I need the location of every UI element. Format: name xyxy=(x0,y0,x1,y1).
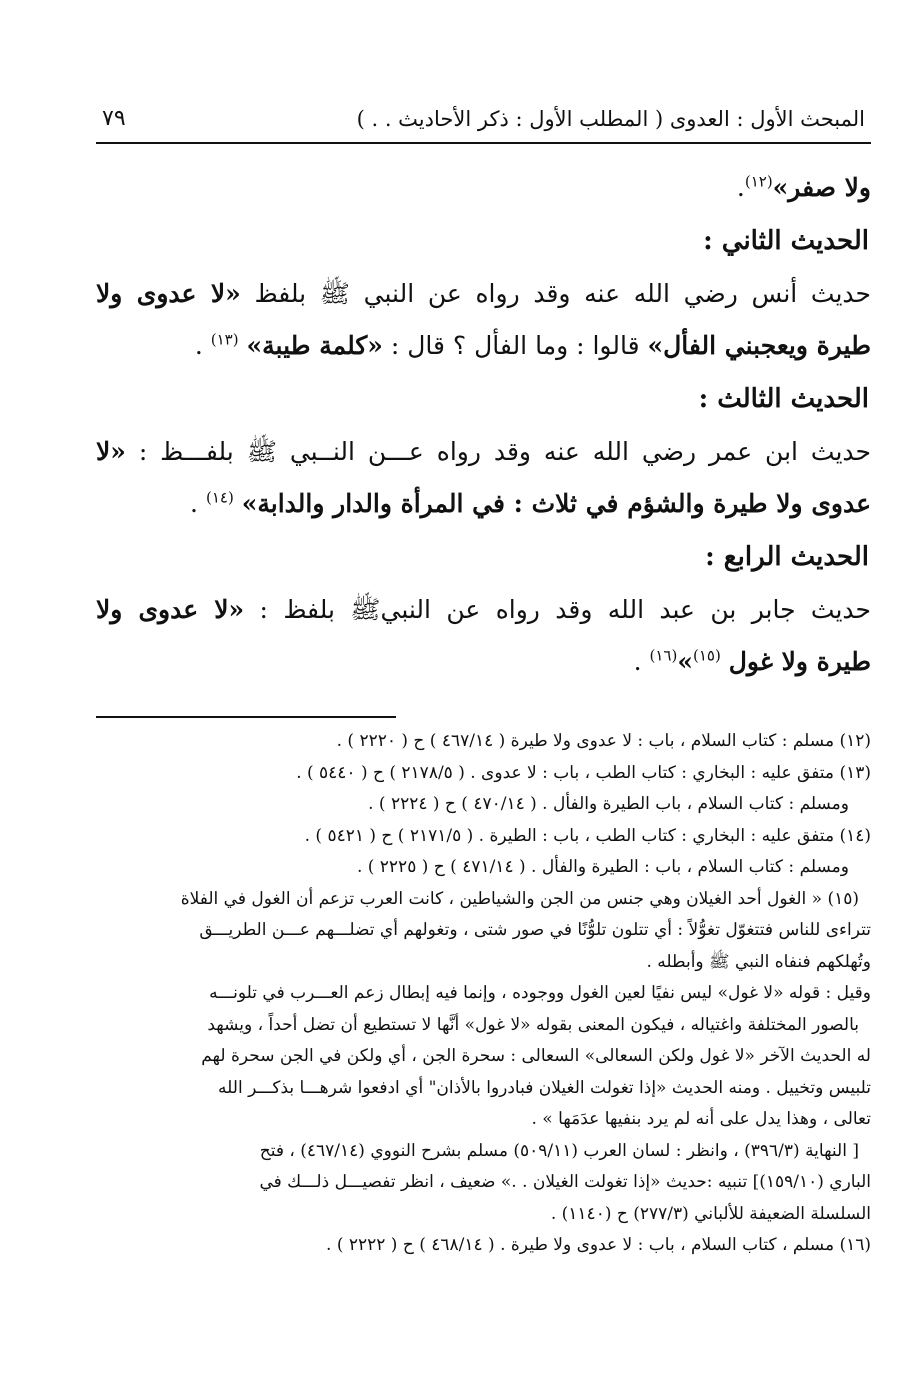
running-header-title: المبحث الأول : العدوى ( المطلب الأول : ذكر الأحاديث . . ) xyxy=(356,107,865,131)
footnote-line: السلسلة الضعيفة للألباني (٢٧٧/٣) ح (١١٤٠) . xyxy=(550,1203,871,1224)
footnotes xyxy=(96,726,871,1262)
hadith-3-line-2 xyxy=(96,478,871,530)
line-end: . xyxy=(633,647,642,676)
footnote-ref-13: (١٣) xyxy=(210,330,239,349)
footnote-line: [ النهاية (٣٩٦/٣) ، وانظر : لسان العرب (٥٠٩/١١) مسلم بشرح النووي (٤٦٧/١٤) ، فتح xyxy=(259,1140,859,1161)
footnote-line: له الحديث الآخر «لا غول ولكن السعالى» السعالى : سحرة الجن ، أي ولكن في الجن سحرة لهم xyxy=(201,1046,871,1066)
footnote-ref-16: (١٦) xyxy=(649,646,678,665)
footnote-line: (١٤) متفق عليه : البخاري : كتاب الطب ، باب : الطيرة . ( ٢١٧١/٥ ) ح ( ٥٤٢١ ) . xyxy=(304,825,871,846)
heading-hadith-2: الحديث الثاني : xyxy=(703,226,869,256)
quote-close: » xyxy=(677,647,693,676)
hadith-4-text: حديث جابر بن عبد الله وقد رواه عن النبيﷺ بلفظ : xyxy=(259,595,871,624)
text-line-continuation xyxy=(96,162,871,214)
hadith-2-line-2 xyxy=(96,320,871,372)
hadith-2-text-cont: قالوا : وما الفأل ؟ قال : xyxy=(390,331,640,360)
hadith-3-text: حديث ابن عمر رضي الله عنه وقد رواه عـــن النــبي ﷺ بلفـــظ : xyxy=(138,437,871,466)
hadith-3-line-1 xyxy=(96,426,871,478)
footnote-line: (١٥) « الغول أحد الغيلان وهي جنس من الجن والشياطين ، كانت العرب تزعم أن الغول في الفلاة xyxy=(180,888,859,909)
hadith-quote: ولا صفر» xyxy=(772,173,871,202)
line-end: . xyxy=(190,489,198,518)
line-end: . xyxy=(194,331,203,360)
footnote-line: (١٢) مسلم : كتاب السلام ، باب : لا عدوى ولا طيرة ( ٤٦٧/١٤ ) ح ( ٢٢٢٠ ) . xyxy=(336,731,871,751)
hadith-4-line-1 xyxy=(96,584,871,636)
running-header xyxy=(96,108,871,144)
page-number: ٧٩ xyxy=(102,106,126,131)
footnote-line: (١٣) متفق عليه : البخاري : كتاب الطب ، باب : لا عدوى . ( ٢١٧٨/٥ ) ح ( ٥٤٤٠ ) . xyxy=(296,762,871,783)
main-text xyxy=(96,162,871,688)
hadith-2-line-1 xyxy=(96,268,871,320)
hadith-4-quote: «لا عدوى ولا xyxy=(96,595,245,624)
hadith-3-quote-cont: عدوى ولا طيرة والشؤم في ثلاث : في المرأة والدار والدابة» xyxy=(241,489,871,518)
footnote-line: ومسلم : كتاب السلام ، باب : الطيرة والفأل . ( ٤٧١/١٤ ) ح ( ٢٢٢٥ ) . xyxy=(356,857,849,877)
footnote-line: وتُهلكهم فنفاه النبي ﷺ وأبطله . xyxy=(646,951,871,972)
footnote-line: ومسلم : كتاب السلام ، باب الطيرة والفأل . ( ٤٧٠/١٤ ) ح ( ٢٢٢٤ ) . xyxy=(368,794,849,814)
hadith-2-quote: «لا عدوى ولا xyxy=(96,279,241,308)
footnote-line: بالصور المختلفة واغتياله ، فيكون المعنى بقوله «لا غول» أنَّها لا تستطيع أن تضل أحداً ، ويشهد xyxy=(207,1014,859,1035)
footnote-ref-15: (١٥) xyxy=(692,646,721,665)
heading-hadith-4: الحديث الرابع : xyxy=(705,542,869,572)
footnote-ref-12: (١٢) xyxy=(744,172,773,191)
heading-hadith-3: الحديث الثالث : xyxy=(698,384,869,414)
hadith-3-quote: «لا xyxy=(96,437,126,466)
footnote-divider xyxy=(96,716,396,718)
footnote-line: تلبيس وتخييل . ومنه الحديث «إذا تغولت الغيلان فبادروا بالأذان" أي ادفعوا شرهـــا بذكـــر الله xyxy=(218,1077,871,1098)
line-end: . xyxy=(736,173,745,202)
footnote-line: الباري (١٥٩/١٠)] تنبيه :حديث «إذا تغولت الغيلان . .» ضعيف ، انظر تفصيـــل ذلـــك في xyxy=(259,1172,871,1192)
hadith-2-quote-cont: طيرة ويعجبني الفأل» xyxy=(647,331,871,360)
hadith-4-quote-cont: طيرة ولا غول xyxy=(728,647,871,676)
hadith-2-text: حديث أنس رضي الله عنه وقد رواه عن النبي ﷺ بلفظ xyxy=(254,279,871,308)
footnote-line: تعالى ، وهذا يدل على أنه لم يرد بنفيها عدَمَها » . xyxy=(531,1109,871,1129)
footnote-ref-14: (١٤) xyxy=(205,488,234,507)
footnote-line: تتراءى للناس فتتغوّل تغوُّلاً : أي تتلون تلوُّنًا في صور شتى ، وتغولهم أي تضلـــهم عـــن الطريـــق xyxy=(199,920,871,940)
footnote-line: وقيل : قوله «لا غول» ليس نفيًا لعين الغول ووجوده ، وإنما فيه إبطال زعم العـــرب في تلونـــه xyxy=(209,983,871,1003)
hadith-2-quote-b: «كلمة طيبة» xyxy=(246,331,383,360)
footnote-line: (١٦) مسلم ، كتاب السلام ، باب : لا عدوى ولا طيرة . ( ٤٦٨/١٤ ) ح ( ٢٢٢٢ ) . xyxy=(326,1235,871,1255)
hadith-4-line-2 xyxy=(96,636,871,688)
